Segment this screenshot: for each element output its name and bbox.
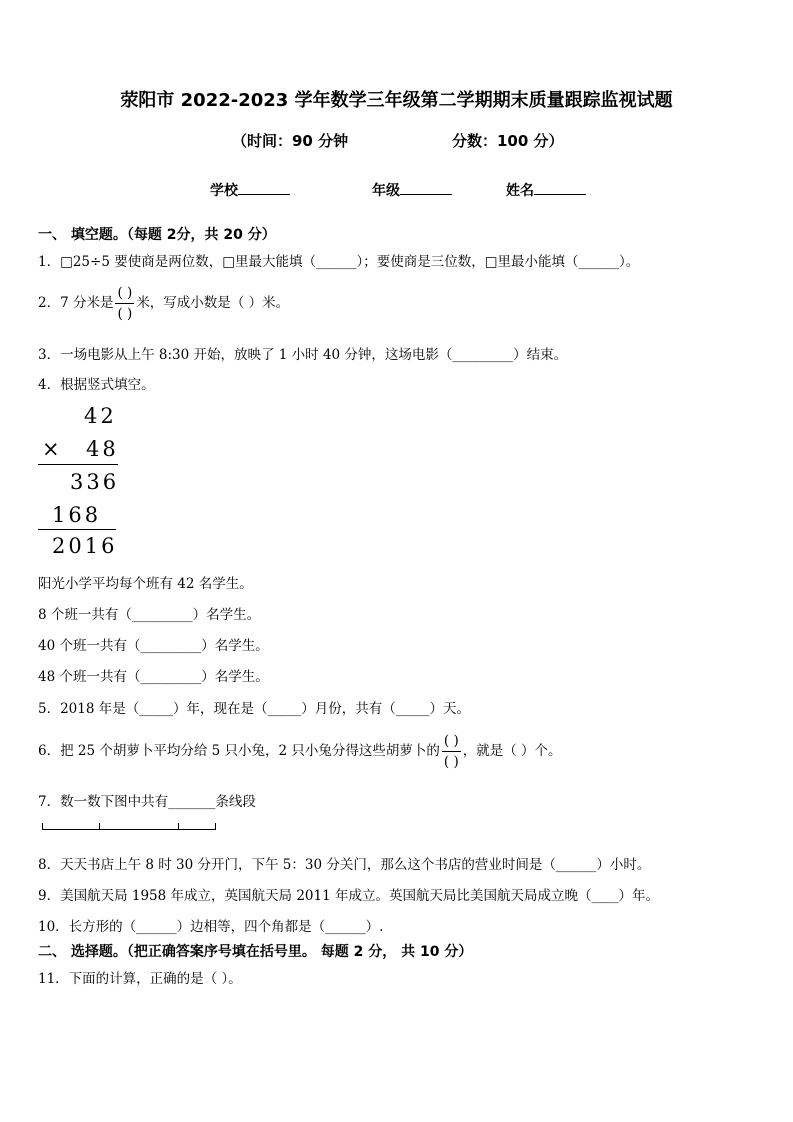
school-field	[210, 180, 290, 200]
grade-label: 年级	[372, 183, 400, 199]
question-6-prefix: 6．把 25 个胡萝卜平均分给 5 只小兔，2 只小兔分得这些胡萝卜的	[38, 743, 440, 759]
calc-multiplier: 48	[86, 437, 119, 461]
calc-rule-2	[38, 529, 116, 530]
calc-partial-1: 336	[70, 470, 120, 494]
question-9: 9．美国航天局 1958 年成立，英国航天局 2011 年成立。英国航天局比美国航天局成立晚（____）年。	[38, 888, 659, 904]
question-2-fraction	[115, 283, 134, 324]
question-4-part-a: 8 个班一共有（_________）名学生。	[38, 607, 261, 623]
question-4-part-c: 48 个班一共有（_________）名学生。	[38, 669, 269, 685]
fraction-denominator: ( )	[117, 306, 133, 322]
question-4-context: 阳光小学平均每个班有 42 名学生。	[38, 576, 253, 592]
calc-multiplicand: 42	[84, 404, 117, 428]
school-blank	[238, 180, 290, 195]
question-10: 10．长方形的（______）边相等，四个角都是（______）.	[38, 919, 384, 935]
section2-heading: 二、 选择题。（把正确答案序号填在括号里。 每题 2 分， 共 10 分）	[38, 944, 473, 960]
question-2-suffix: 米，写成小数是（ ）米。	[136, 295, 290, 311]
grade-field	[372, 180, 452, 200]
segment-tick	[178, 823, 179, 829]
question-8: 8．天天书店上午 8 时 30 分开门，下午 5：30 分关门，那么这个书店的营业时间是（______）小时。	[38, 857, 651, 873]
name-label: 姓名	[506, 183, 534, 199]
segment-line	[42, 829, 216, 830]
question-6	[38, 731, 562, 772]
calc-partial-2: 168	[52, 503, 102, 527]
fraction-numerator: ( )	[115, 283, 134, 304]
name-blank	[534, 180, 586, 195]
calc-rule-1	[38, 464, 118, 465]
school-label: 学校	[210, 183, 238, 199]
question-2	[38, 283, 289, 324]
section1-heading: 一、 填空题。（每题 2分，共 20 分）	[38, 227, 276, 243]
question-6-suffix: ，就是（ ）个。	[462, 743, 562, 759]
segment-tick	[215, 823, 216, 829]
fraction-denominator: ( )	[443, 754, 459, 770]
question-3: 3．一场电影从上午 8:30 开始，放映了 1 小时 40 分钟，这场电影（_________）结束。	[38, 347, 568, 363]
calc-multiply-sign: ×	[42, 437, 63, 461]
question-11: 11．下面的计算，正确的是（ ）。	[38, 971, 242, 987]
question-5: 5．2018 年是（_____）年，现在是（_____）月份，共有（_____）天。	[38, 701, 470, 717]
exam-time: （时间：90 分钟	[232, 132, 349, 150]
segment-tick	[99, 823, 100, 829]
calc-product: 2016	[52, 534, 118, 558]
page-title: 荥阳市 2022-2023 学年数学三年级第二学期期末质量跟踪监视试题	[120, 90, 673, 111]
question-2-prefix: 2．7 分米是	[38, 295, 114, 311]
grade-blank	[400, 180, 452, 195]
exam-score: 分数：100 分）	[452, 132, 564, 150]
name-field	[506, 180, 586, 200]
question-4: 4．根据竖式填空。	[38, 377, 155, 393]
question-1: 1．□25÷5 要使商是两位数，□里最大能填（______）；要使商是三位数，□里最小能填（______）。	[38, 254, 640, 270]
segment-tick	[42, 823, 43, 829]
question-7: 7．数一数下图中共有_______条线段	[38, 794, 256, 810]
question-4-part-b: 40 个班一共有（_________）名学生。	[38, 638, 269, 654]
question-6-fraction	[442, 731, 461, 772]
fraction-numerator: ( )	[442, 731, 461, 752]
